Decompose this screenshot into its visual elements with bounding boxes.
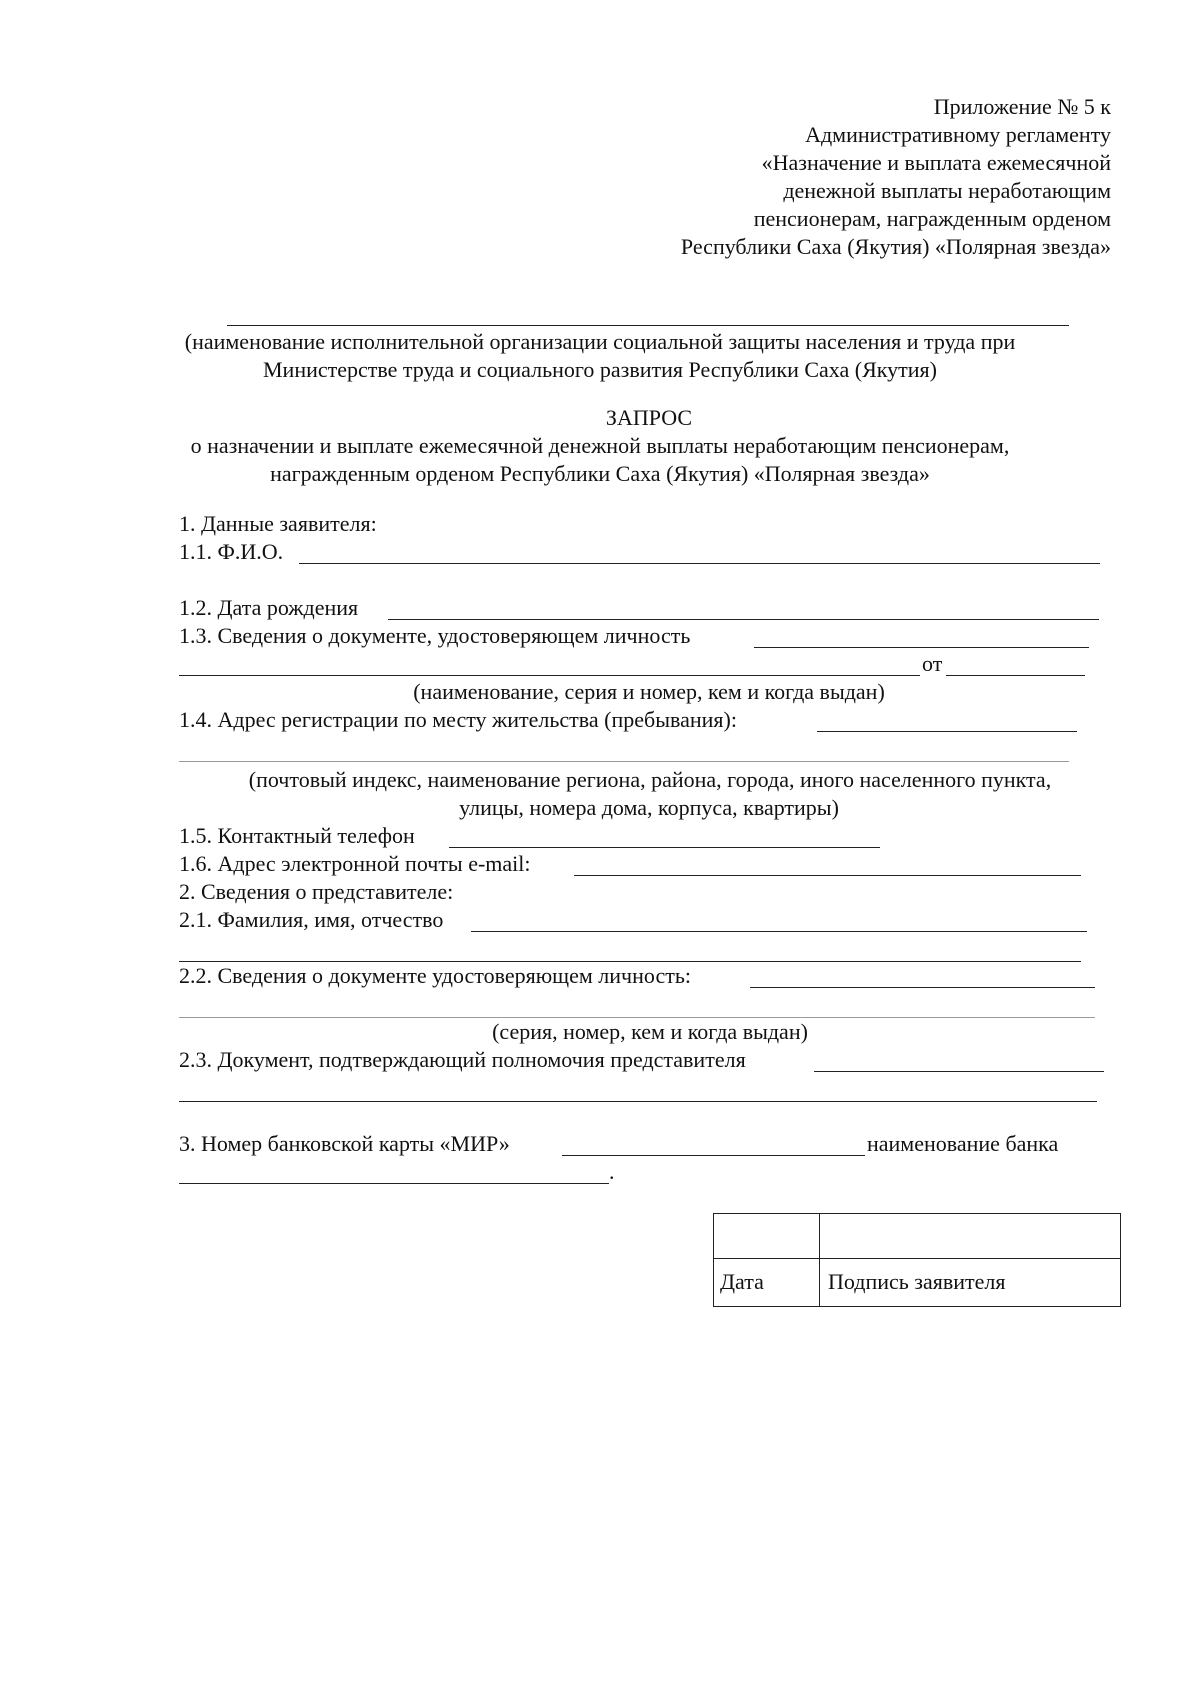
representative-id-label: 2.2. Сведения о документе удостоверяющем личность:: [179, 963, 691, 988]
appendix-number: Приложение № 5 к: [933, 94, 1111, 119]
address-caption-1: (почтовый индекс, наименование региона, района, города, иного населенного пункта,: [248, 767, 1052, 792]
address-label: 1.4. Адрес регистрации по месту жительства (пребывания):: [179, 707, 737, 732]
id-document-field-line-2[interactable]: [179, 675, 920, 676]
signature-table-row-divider: [714, 1258, 1120, 1259]
signature-table: [713, 1213, 1121, 1307]
document-subtitle-2: награжденным орденом Республики Саха (Якутия) «Полярная звезда»: [270, 461, 930, 486]
fio-field-line[interactable]: [299, 563, 1100, 564]
address-field-line-2[interactable]: [179, 761, 1069, 762]
birth-date-field-line[interactable]: [388, 619, 1099, 620]
email-field-line[interactable]: [574, 875, 1081, 876]
bank-name-field-line[interactable]: [179, 1183, 609, 1184]
address-caption-2: улицы, номера дома, корпуса, квартиры): [459, 795, 839, 820]
representative-id-field-line[interactable]: [750, 987, 1095, 988]
authority-document-label: 2.3. Документ, подтверждающий полномочия представителя: [179, 1047, 746, 1072]
date-input-cell[interactable]: [714, 1214, 818, 1258]
phone-field-line[interactable]: [449, 847, 880, 848]
bank-card-label: 3. Номер банковской карты «МИР»: [179, 1131, 510, 1156]
section-2-label: 2. Сведения о представителе:: [179, 879, 454, 904]
appendix-line-5: пенсионерам, награжденным орденом: [753, 206, 1111, 231]
document-title: ЗАПРОС: [605, 405, 693, 430]
signature-label: Подпись заявителя: [828, 1269, 1006, 1294]
id-document-from-label: от: [922, 651, 943, 676]
representative-name-field-line[interactable]: [471, 931, 1087, 932]
birth-date-label: 1.2. Дата рождения: [179, 595, 359, 620]
appendix-line-2: Административному регламенту: [805, 122, 1111, 147]
signature-input-cell[interactable]: [820, 1214, 1120, 1258]
phone-label: 1.5. Контактный телефон: [179, 823, 415, 848]
appendix-line-4: денежной выплаты неработающим: [783, 178, 1111, 203]
address-field-line[interactable]: [817, 731, 1077, 732]
id-document-date-field-line[interactable]: [946, 675, 1085, 676]
representative-id-caption: (серия, номер, кем и когда выдан): [492, 1019, 808, 1044]
document-subtitle-1: о назначении и выплате ежемесячной денежной выплаты неработающим пенсионерам,: [190, 433, 1010, 458]
bank-card-field-line[interactable]: [562, 1155, 865, 1156]
representative-name-field-line-2[interactable]: [179, 961, 1081, 962]
representative-name-label: 2.1. Фамилия, имя, отчество: [179, 907, 444, 932]
email-label: 1.6. Адрес электронной почты e-mail:: [179, 851, 531, 876]
org-name-field-line[interactable]: [227, 325, 1069, 326]
appendix-line-3: «Назначение и выплата ежемесячной: [761, 150, 1111, 175]
appendix-line-6: Республики Саха (Якутия) «Полярная звезда»: [680, 234, 1111, 259]
bank-name-label: наименование банка: [867, 1131, 1059, 1156]
bank-name-end-dot: .: [609, 1159, 615, 1184]
date-label: Дата: [720, 1269, 764, 1294]
id-document-caption: (наименование, серия и номер, кем и когда выдан): [413, 679, 885, 704]
org-caption-line-1: (наименование исполнительной организации социальной защиты населения и труда при: [184, 329, 1016, 354]
id-document-label: 1.3. Сведения о документе, удостоверяющем личность: [179, 623, 691, 648]
fio-label: 1.1. Ф.И.О.: [179, 539, 284, 564]
id-document-field-line[interactable]: [754, 647, 1089, 648]
authority-document-field-line[interactable]: [814, 1071, 1104, 1072]
section-1-label: 1. Данные заявителя:: [179, 511, 377, 536]
authority-document-field-line-2[interactable]: [179, 1101, 1097, 1102]
representative-id-field-line-2[interactable]: [179, 1017, 1095, 1018]
org-caption-line-2: Министерстве труда и социального развития Республики Саха (Якутия): [262, 357, 937, 382]
